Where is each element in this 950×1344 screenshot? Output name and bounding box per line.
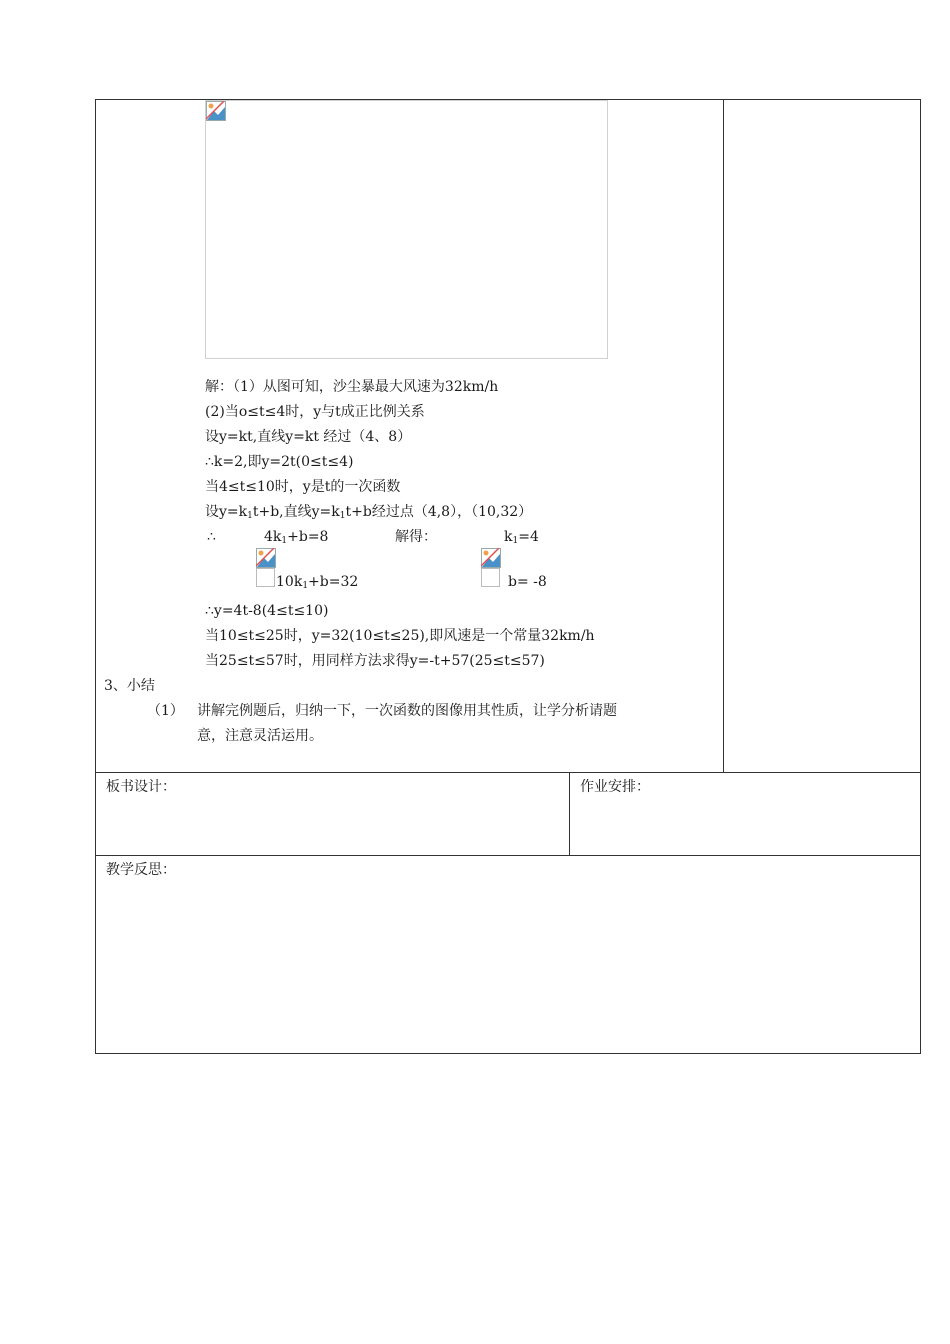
homework-label: 作业安排： xyxy=(580,779,650,795)
result-1-value: =4 xyxy=(518,529,539,545)
broken-image-icon xyxy=(206,101,226,121)
table-column-divider xyxy=(723,99,724,772)
equation-1 xyxy=(264,528,328,546)
equation-1-coef: 4k xyxy=(264,529,282,545)
teaching-reflection-label: 教学反思： xyxy=(106,862,176,878)
solution-line-6 xyxy=(205,503,532,521)
solution-line-3: 设y=kt,直线y=kt 经过（4、8） xyxy=(205,429,412,445)
solution-line-5: 当4≤t≤10时，y是t的一次函数 xyxy=(205,479,401,495)
board-design-label: 板书设计： xyxy=(106,779,176,795)
solution-line-6-part-b: t+b,直线y=k xyxy=(252,504,340,520)
graph-image-placeholder xyxy=(205,100,608,359)
summary-heading: 3、小结 xyxy=(104,678,155,694)
result-1-var: k xyxy=(504,529,513,545)
subscript: 1 xyxy=(281,536,288,546)
summary-item-number: （1） xyxy=(147,703,184,719)
summary-item-line-1: 讲解完例题后，归纳一下，一次函数的图像用其性质，让学分析请题 xyxy=(197,703,617,719)
solution-line-6-part-c: t+b经过点（4,8），（10,32） xyxy=(345,504,533,520)
broken-image-icon xyxy=(481,548,501,568)
result-2: b= -8 xyxy=(508,574,547,590)
table-border-right xyxy=(920,99,921,1054)
equation-2-coef: 10k xyxy=(276,574,303,590)
table-row-divider-1 xyxy=(95,772,921,773)
equation-2-rest: +b=32 xyxy=(308,574,359,590)
solution-line-10: 当25≤t≤57时，用同样方法求得y=-t+57(25≤t≤57) xyxy=(205,653,545,669)
equation-2 xyxy=(276,573,358,591)
subscript: 1 xyxy=(247,511,253,521)
solution-line-1: 解：（1）从图可知，沙尘暴最大风速为32km/h xyxy=(205,379,499,395)
table-row-divider-2 xyxy=(95,855,921,856)
summary-item-line-2: 意，注意灵活运用。 xyxy=(197,728,323,744)
therefore-symbol: ∴ xyxy=(207,529,216,545)
brace-image-placeholder xyxy=(481,568,500,587)
solution-line-2: (2)当o≤t≤4时，y与t成正比例关系 xyxy=(205,404,425,420)
result-1 xyxy=(504,528,539,546)
subscript: 1 xyxy=(302,581,309,591)
broken-image-icon xyxy=(256,548,276,568)
brace-image-placeholder xyxy=(256,568,275,587)
solution-line-8: ∴y=4t-8(4≤t≤10) xyxy=(205,603,329,619)
table-border-left xyxy=(95,99,96,1054)
subscript: 1 xyxy=(339,511,346,521)
solve-label: 解得： xyxy=(395,529,437,545)
solution-line-6-part-a: 设y=k xyxy=(205,504,248,520)
equation-1-rest: +b=8 xyxy=(287,529,329,545)
solution-line-4: ∴k=2,即y=2t(0≤t≤4) xyxy=(205,454,354,470)
subscript: 1 xyxy=(512,536,519,546)
table-border-bottom xyxy=(95,1053,921,1054)
solution-line-9: 当10≤t≤25时，y=32(10≤t≤25),即风速是一个常量32km/h xyxy=(205,628,595,644)
table-cell-divider xyxy=(569,772,570,855)
